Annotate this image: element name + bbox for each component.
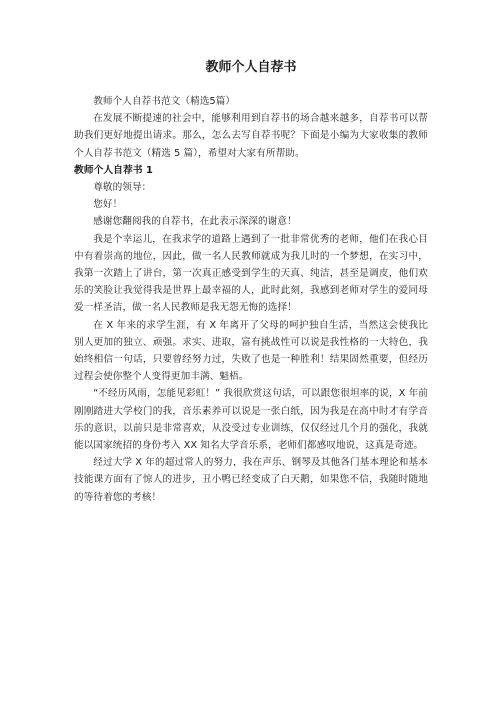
body-paragraph: 在 X 年来的求学生涯，有 X 年离开了父母的呵护独自生活，当然这会使我比别人更加的独立、顽强。求实、进取，富有挑战性可以说是我性格的一大特色，我始终相信一句话，只要曾经努力过，失败了也是一种胜利！结果固然重要，但经历过程会使你整个人变得更加丰满、魁梧。 (74, 319, 428, 383)
section-heading: 教师个人自荐书 1 (74, 164, 153, 176)
body-paragraph: 我是个幸运儿，在我求学的道路上遇到了一批非常优秀的老师，他们在我心目中有着崇高的地位，因此，做一名人民教师就成为我儿时的一个梦想，在实习中，我第一次踏上了讲台，第一次真正感受到学生的天真、纯洁，甚至是调皮，他们欢乐的笑脸让我觉得我是世界上最幸福的人，此时此刻，我感到老师对学生的爱同母爱一样圣洁，做一名人民教师是我无怨无悔的选择！ (74, 233, 428, 314)
document-title: 教师个人自荐书 (205, 60, 297, 75)
body-paragraph: 经过大学 X 年的超过常人的努力，我在声乐、钢琴及其他各门基本理论和基本技能课方面有了惊人的进步，丑小鸭已经变成了白天鹅，如果您不信，我随时随地的等待着您的考核！ (74, 457, 428, 503)
body-paragraph: “不经历风雨，怎能见彩虹！” 我很欣赏这句话，可以跟您很坦率的说，X 年前刚刚踏进大学校门的我，音乐素养可以说是一张白纸，因为我是在高中时才有学音乐的意识，以前只是非常喜欢，从没受过专业训练，仅仅经过几个月的强化，我就能以国家统招的身份考入 XX 知名大学音乐系，老师们都感叹地说，这真是奇迹。 (74, 388, 428, 452)
thanks-paragraph: 感谢您翻阅我的自荐书，在此表示深深的谢意！ (93, 216, 297, 228)
document-subtitle: 教师个人自荐书范文（精选5篇） (93, 96, 236, 107)
intro-paragraph: 在发展不断提速的社会中，能够利用到自荐书的场合越来越多，自荐书可以帮助我们更好地提出请求。那么，怎么去写自荐书呢？下面是小编为大家收集的教师个人自荐书范文（精选 5 篇），希望对大家有所帮助。 (74, 113, 428, 159)
greeting: 您好！ (93, 199, 123, 211)
salutation: 尊敬的领导： (93, 182, 152, 194)
